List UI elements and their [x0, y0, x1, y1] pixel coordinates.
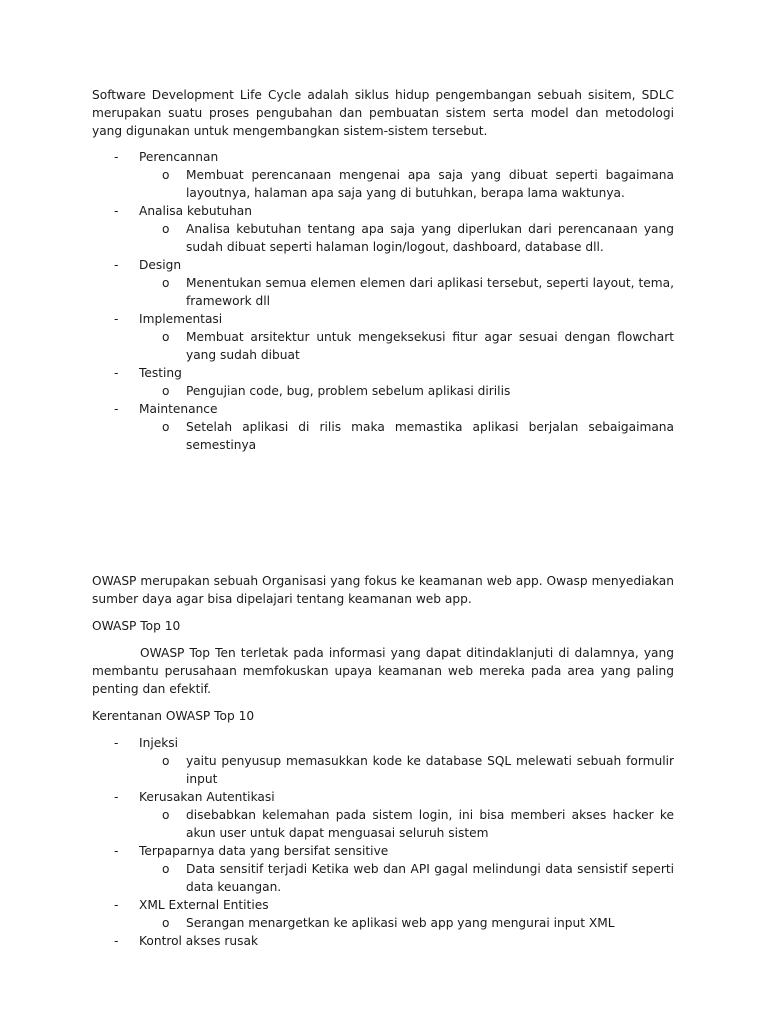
list-item: [139, 274, 674, 310]
list-item: [92, 932, 674, 950]
vulnerability-label: Terpaparnya data yang bersifat sensitive: [139, 844, 389, 858]
circle-bullet: o: [162, 222, 170, 236]
sdlc-phase-label: Perencannan: [139, 150, 219, 164]
dash-bullet: -: [114, 736, 119, 750]
sub-list: [139, 166, 674, 202]
sub-list: [139, 382, 674, 400]
vulnerability-desc: yaitu penyusup memasukkan kode ke database SQL melewati sebuah formulir input: [186, 754, 674, 786]
sub-list: [139, 220, 674, 256]
dash-bullet: -: [114, 898, 119, 912]
dash-bullet: -: [114, 934, 119, 948]
sdlc-phase-label: Analisa kebutuhan: [139, 204, 252, 218]
sub-list: [139, 328, 674, 364]
owasp-top10-description: OWASP Top Ten terletak pada informasi yang dapat ditindaklanjuti di dalamnya, yang membantu perusahaan memfokuskan upaya keamanan web mereka pada area yang paling penting dan efektif.: [92, 646, 674, 696]
sdlc-intro: Software Development Life Cycle adalah siklus hidup pengembangan sebuah sisitem, SDLC merupakan suatu proses pengubahan dan pembuatan sistem serta model dan metodologi yang digunakan untuk mengembangkan sistem-sistem tersebut.: [92, 88, 674, 138]
owasp-top10-heading: OWASP Top 10: [92, 619, 181, 633]
sdlc-phase-desc: Setelah aplikasi di rilis maka memastika aplikasi berjalan sebaigaimana semestinya: [186, 420, 674, 452]
sdlc-phase-label: Design: [139, 258, 182, 272]
dash-bullet: -: [114, 366, 119, 380]
list-item: [92, 310, 674, 364]
circle-bullet: o: [162, 754, 170, 768]
sub-list: [139, 752, 674, 788]
list-item: [92, 400, 674, 454]
sdlc-phase-label: Implementasi: [139, 312, 223, 326]
circle-bullet: o: [162, 330, 170, 344]
sdlc-phase-list: [92, 148, 674, 454]
list-item: [139, 418, 674, 454]
list-item: [139, 220, 674, 256]
list-item: [139, 382, 674, 400]
dash-bullet: -: [114, 402, 119, 416]
sub-list: [139, 274, 674, 310]
list-item: [92, 202, 674, 256]
circle-bullet: o: [162, 916, 170, 930]
sub-list: [139, 914, 674, 932]
circle-bullet: o: [162, 420, 170, 434]
owasp-intro: OWASP merupakan sebuah Organisasi yang fokus ke keamanan web app. Owasp menyediakan sumber daya agar bisa dipelajari tentang keamanan web app.: [92, 574, 674, 606]
list-item: [92, 734, 674, 788]
sdlc-phase-desc: Membuat arsitektur untuk mengeksekusi fitur agar sesuai dengan flowchart yang sudah dibuat: [186, 330, 674, 362]
list-item: [92, 842, 674, 896]
dash-bullet: -: [114, 312, 119, 326]
owasp-vulnerability-heading: Kerentanan OWASP Top 10: [92, 709, 255, 723]
list-item: [139, 752, 674, 788]
circle-bullet: o: [162, 276, 170, 290]
circle-bullet: o: [162, 862, 170, 876]
list-item: [92, 788, 674, 842]
dash-bullet: -: [114, 150, 119, 164]
circle-bullet: o: [162, 168, 170, 182]
sdlc-phase-label: Testing: [139, 366, 182, 380]
document-page: [92, 86, 674, 950]
sdlc-phase-label: Maintenance: [139, 402, 218, 416]
vulnerability-label: Kontrol akses rusak: [139, 934, 259, 948]
owasp-vulnerability-list: [92, 734, 674, 950]
circle-bullet: o: [162, 808, 170, 822]
circle-bullet: o: [162, 384, 170, 398]
dash-bullet: -: [114, 790, 119, 804]
list-item: [92, 364, 674, 400]
list-item: [139, 860, 674, 896]
sdlc-phase-desc: Analisa kebutuhan tentang apa saja yang diperlukan dari perencanaan yang sudah dibuat seperti halaman login/logout, dashboard, database dll.: [186, 222, 674, 254]
vulnerability-label: Kerusakan Autentikasi: [139, 790, 275, 804]
vulnerability-label: Injeksi: [139, 736, 178, 750]
vulnerability-desc: disebabkan kelemahan pada sistem login, ini bisa memberi akses hacker ke akun user untuk dapat menguasai seluruh sistem: [186, 808, 674, 840]
list-item: [139, 914, 674, 932]
list-item: [139, 166, 674, 202]
vulnerability-label: XML External Entities: [139, 898, 269, 912]
vulnerability-desc: Data sensitif terjadi Ketika web dan API gagal melindungi data sensistif seperti data keuangan.: [186, 862, 674, 894]
sdlc-phase-desc: Menentukan semua elemen elemen dari aplikasi tersebut, seperti layout, tema, framework dll: [186, 276, 674, 308]
sub-list: [139, 418, 674, 454]
list-item: [92, 148, 674, 202]
list-item: [92, 256, 674, 310]
vulnerability-desc: Serangan menargetkan ke aplikasi web app yang mengurai input XML: [186, 916, 615, 930]
sdlc-phase-desc: Pengujian code, bug, problem sebelum aplikasi dirilis: [186, 384, 511, 398]
list-item: [92, 896, 674, 932]
dash-bullet: -: [114, 844, 119, 858]
sdlc-phase-desc: Membuat perencanaan mengenai apa saja yang dibuat seperti bagaimana layoutnya, halaman apa saja yang di butuhkan, berapa lama waktunya.: [186, 168, 674, 200]
sub-list: [139, 860, 674, 896]
list-item: [139, 328, 674, 364]
list-item: [139, 806, 674, 842]
sub-list: [139, 806, 674, 842]
dash-bullet: -: [114, 258, 119, 272]
dash-bullet: -: [114, 204, 119, 218]
